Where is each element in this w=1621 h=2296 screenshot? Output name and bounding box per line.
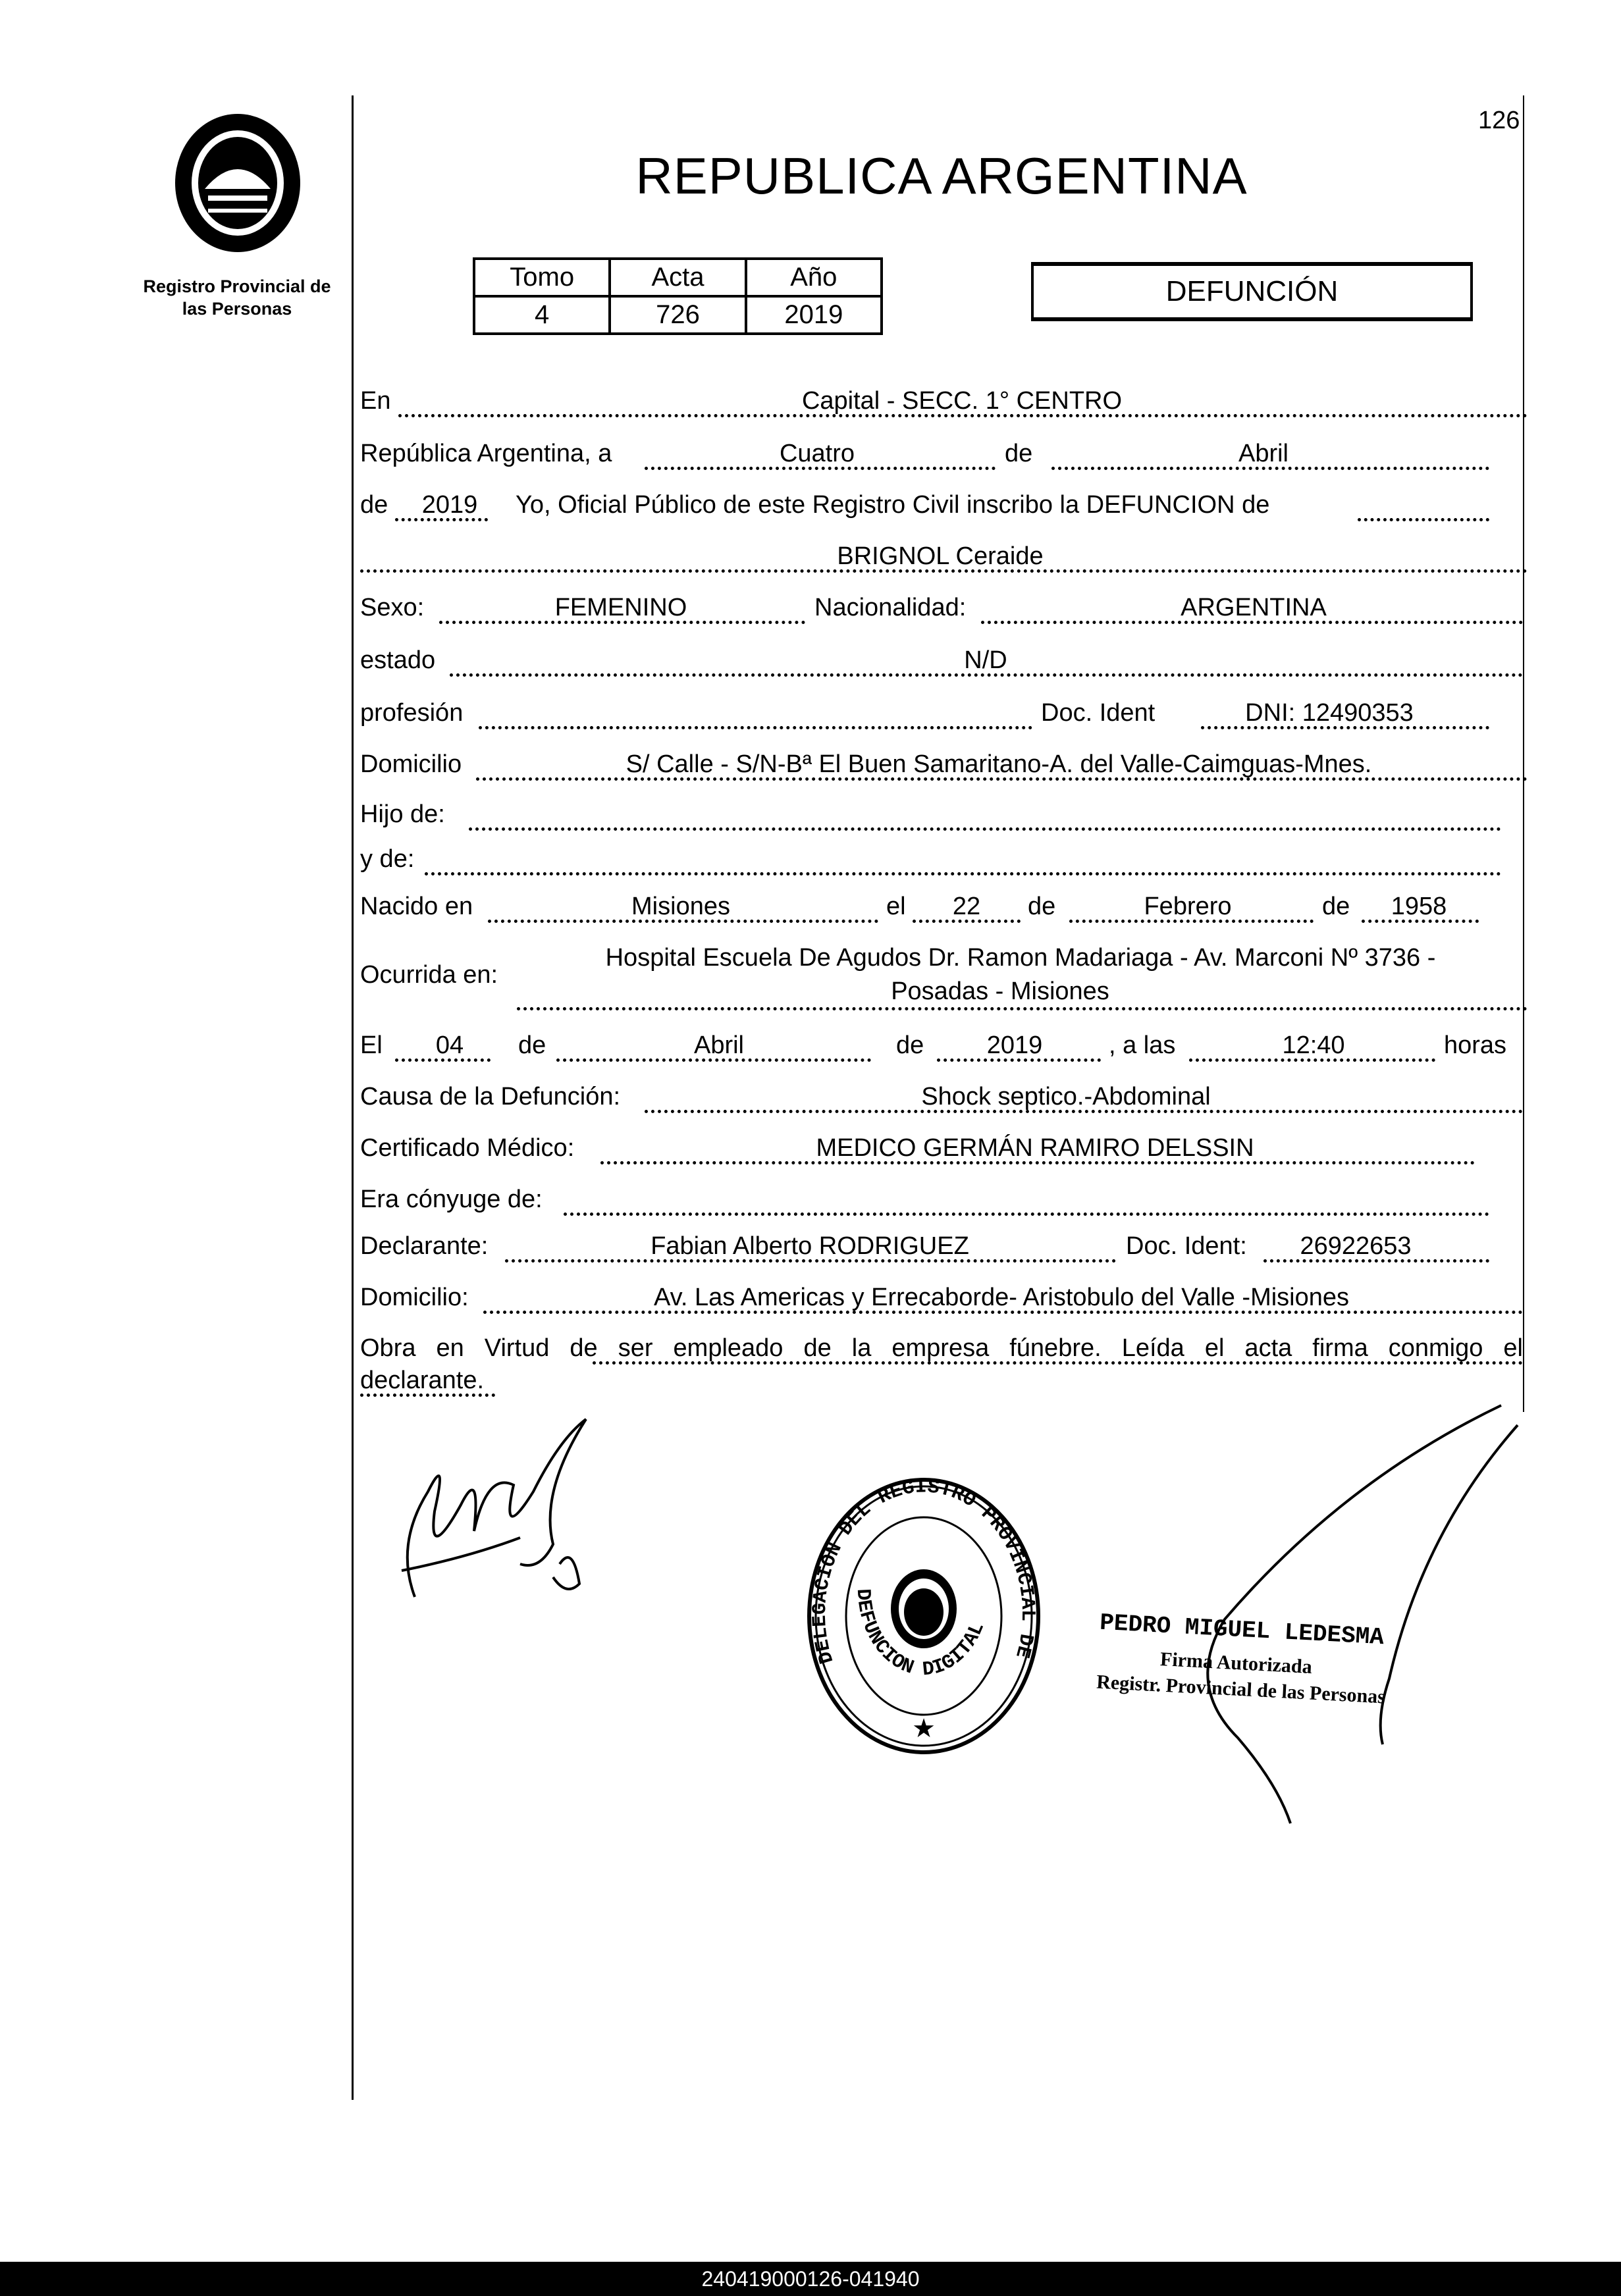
col-header-acta: Acta — [610, 259, 745, 296]
horas-label: horas — [1444, 1031, 1507, 1059]
tomo-value: 4 — [474, 296, 610, 334]
estado-value: N/D — [964, 646, 1007, 674]
record-type-box: DEFUNCIÓN — [1031, 262, 1473, 321]
obra-end: declarante. — [360, 1367, 485, 1394]
yde-label: y de: — [360, 845, 415, 873]
de-label: de — [518, 1031, 546, 1059]
de-label: de — [1005, 440, 1033, 467]
certificado-label: Certificado Médico: — [360, 1134, 575, 1162]
signatory-title: Firma Autorizada — [1159, 1648, 1313, 1679]
ocurrida-line1: Hospital Escuela De Agudos Dr. Ramon Madariaga - Av. Marconi Nº 3736 - — [605, 944, 1436, 972]
death-time: 12:40 — [1282, 1031, 1345, 1059]
de-label: de — [1322, 893, 1350, 920]
col-header-tomo: Tomo — [474, 259, 610, 296]
declarante-value: Fabian Alberto RODRIGUEZ — [651, 1232, 969, 1260]
domicilio-label: Domicilio — [360, 750, 462, 778]
el-label: el — [886, 893, 906, 920]
ano-value: 2019 — [746, 296, 882, 334]
record-table — [473, 257, 883, 335]
death-month: Abril — [693, 1031, 745, 1059]
birth-month: Febrero — [1144, 893, 1232, 920]
day-word: Cuatro — [779, 440, 855, 467]
nacionalidad-value: ARGENTINA — [1181, 594, 1327, 621]
stamp-outer-text: DELEGACION DEL REGISTRO PROVINCIAL DE LAS PERSONAS — [800, 1461, 1039, 1667]
declarante-label: Declarante: — [360, 1232, 489, 1260]
signatory-registry: Registr. Provincial de las Personas — [1096, 1671, 1386, 1708]
en-value: Capital - SECC. 1° CENTRO — [801, 387, 1123, 415]
month-word: Abril — [1238, 440, 1289, 467]
page-number: 126 — [1478, 107, 1520, 134]
stamp-inner-text: DEFUNCION DIGITAL — [851, 1588, 990, 1682]
dotted-line — [425, 872, 1501, 875]
left-margin-line — [352, 95, 354, 2100]
death-day: 04 — [435, 1031, 464, 1059]
death-year: 2019 — [986, 1031, 1043, 1059]
doc-ident-value: DNI: 12490353 — [1245, 699, 1414, 727]
declarante-domicilio-label: Domicilio: — [360, 1284, 469, 1311]
deceased-name: BRIGNOL Ceraide — [837, 542, 1044, 570]
nacionalidad-label: Nacionalidad: — [814, 594, 967, 621]
hijo-label: Hijo de: — [360, 800, 445, 828]
estado-label: estado — [360, 646, 436, 674]
page-title: REPUBLICA ARGENTINA — [635, 147, 1248, 205]
de-label: de — [360, 491, 388, 519]
de-label: de — [1028, 893, 1056, 920]
obra-text: Obra en Virtud de ser empleado de la empresa fúnebre. Leída el acta firma conmigo el — [360, 1334, 1523, 1362]
dotted-line — [593, 1361, 1523, 1365]
official-stamp — [800, 1461, 1041, 1755]
el-date-label: El — [360, 1031, 383, 1059]
dotted-line — [479, 726, 1032, 729]
ocurrida-label: Ocurrida en: — [360, 961, 498, 989]
declarante-doc-value: 26922653 — [1300, 1232, 1412, 1260]
birth-year: 1958 — [1391, 893, 1447, 920]
col-header-ano: Año — [746, 259, 882, 296]
sexo-label: Sexo: — [360, 594, 425, 621]
nacido-value: Misiones — [631, 893, 730, 920]
doc-ident-label: Doc. Ident — [1041, 699, 1156, 727]
signatory-name: PEDRO MIGUEL LEDESMA — [1099, 1609, 1385, 1652]
star-icon: ★ — [912, 1714, 936, 1743]
dotted-line — [1358, 518, 1489, 521]
declarante-domicilio-value: Av. Las Americas y Errecaborde- Aristobulo del Valle -Misiones — [653, 1284, 1350, 1311]
conyuge-label: Era cónyuge de: — [360, 1186, 543, 1213]
birth-day: 22 — [952, 893, 981, 920]
dotted-line — [564, 1213, 1489, 1216]
registry-name: Registro Provincial de las Personas — [143, 276, 331, 319]
alas-label: , a las — [1109, 1031, 1176, 1059]
right-margin-line — [1523, 95, 1524, 1412]
profesion-label: profesión — [360, 699, 464, 727]
certificado-value: MEDICO GERMÁN RAMIRO DELSSIN — [816, 1134, 1254, 1162]
barcode-footer: 240419000126-041940 — [0, 2262, 1621, 2296]
de-label: de — [896, 1031, 924, 1059]
domicilio-value: S/ Calle - S/N-Bª El Buen Samaritano-A. del Valle-Caimguas-Mnes. — [625, 750, 1372, 778]
ocurrida-line2: Posadas - Misiones — [891, 978, 1109, 1005]
declarante-doc-label: Doc. Ident: — [1126, 1232, 1247, 1260]
republica-label: República Argentina, a — [360, 440, 612, 467]
inscribo-text: Yo, Oficial Público de este Registro Civil inscribo la DEFUNCION de — [516, 491, 1270, 519]
acta-value: 726 — [610, 296, 745, 334]
dotted-line — [360, 1394, 495, 1397]
dotted-line — [517, 1007, 1528, 1010]
year-value: 2019 — [421, 491, 478, 519]
causa-value: Shock septico.-Abdominal — [921, 1083, 1211, 1110]
province-coat-of-arms-logo — [169, 110, 307, 256]
en-label: En — [360, 387, 391, 415]
dotted-line — [469, 827, 1501, 831]
nacido-label: Nacido en — [360, 893, 473, 920]
declarant-signature — [388, 1413, 606, 1610]
causa-label: Causa de la Defunción: — [360, 1083, 621, 1110]
sexo-value: FEMENINO — [554, 594, 687, 621]
